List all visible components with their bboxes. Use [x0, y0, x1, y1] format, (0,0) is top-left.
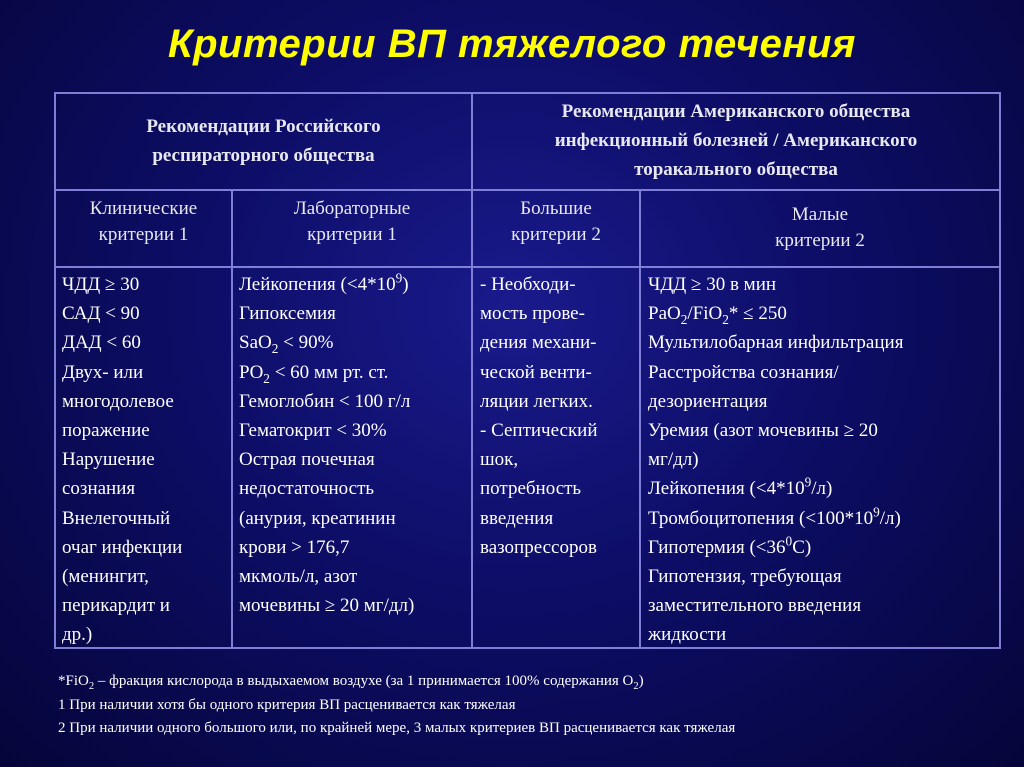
list-item: многодолевое — [62, 390, 174, 412]
list-item: поражение — [62, 420, 150, 442]
header-american-line: Рекомендации Американского общества — [561, 101, 911, 122]
subheader-minor — [640, 202, 1000, 254]
list-item: крови > 176,7 — [239, 536, 350, 558]
list-item: Гипоксемия — [239, 303, 336, 325]
list-item: Лейкопения $(<4*10^9)$ — [239, 270, 409, 295]
list-item: жидкости — [648, 624, 727, 646]
slide-title: Критерии ВП тяжелого течения — [168, 22, 856, 66]
list-item: ляции легких. — [480, 390, 593, 412]
list-item: - Септический — [480, 420, 598, 442]
list-item: САД < 90 — [62, 303, 140, 325]
list-item: $PO_2 < 60$ мм рт. ст. — [239, 361, 389, 386]
header-american — [472, 97, 1000, 184]
list-item: Внелегочный — [62, 507, 171, 529]
list-item: Острая почечная — [239, 449, 375, 471]
laboratory-criteria-list — [239, 270, 471, 620]
list-item: недостаточность — [239, 478, 375, 500]
subheader-major-line: Большие — [520, 198, 592, 219]
list-item: Нарушение — [62, 449, 155, 471]
list-item: вазопрессоров — [480, 536, 597, 558]
list-item: шок, — [480, 449, 519, 471]
list-item: заместительного введения — [648, 595, 862, 617]
subheader-laboratory-line: Лабораторные — [293, 198, 411, 219]
footnote-1: 1 При наличии хотя бы одного критерия ВП расценивается как тяжелая — [58, 697, 516, 713]
clinical-criteria-list — [62, 270, 230, 650]
list-item: (анурия, креатинин — [239, 507, 396, 529]
list-item: сознания — [62, 478, 136, 500]
header-american-line: торакального общества — [634, 159, 838, 180]
list-item: ЧДД ≥ 30 — [62, 274, 140, 295]
header-russian-line: респираторного общества — [152, 145, 375, 166]
subheader-major — [472, 196, 640, 248]
list-item: введения — [480, 507, 554, 529]
list-item: др.) — [62, 624, 93, 646]
list-item: (менингит, — [62, 566, 149, 588]
list-item: Двух- или — [62, 361, 144, 383]
subheader-laboratory-line: критерии 1 — [307, 224, 397, 245]
list-item: Расстройства сознания/ — [648, 361, 839, 383]
subheader-laboratory — [232, 196, 472, 248]
subheader-minor-line: критерии 2 — [775, 230, 865, 251]
list-item: Гипотензия, требующая — [648, 566, 842, 588]
list-item: дения механи- — [480, 332, 597, 354]
list-item: дезориентация — [648, 390, 768, 412]
list-item: Гематокрит < 30% — [239, 420, 387, 442]
list-item: Гемоглобин < 100 г/л — [239, 390, 411, 412]
list-item: мкмоль/л, азот — [239, 566, 358, 588]
list-item: ческой венти- — [480, 361, 592, 383]
list-item: мг/дл) — [648, 449, 699, 471]
list-item: мочевины ≥ 20 мг/дл) — [239, 595, 415, 617]
header-russian — [55, 112, 472, 170]
footnote-fio2: *FiO$_2$ – фракция кислорода в выдыхаемом воздухе (за 1 принимается 100% содержания $O_2$) — [58, 673, 644, 692]
list-item: Гипотермия $(<36^0C)$ — [648, 533, 812, 558]
list-item: PaO$_2$/FiO$_2$* ≤ 250 — [648, 303, 787, 327]
footnote-2: 2 При наличии одного большого или, по крайней мере, 3 малых критериев ВП расценивается как тяжелая — [58, 720, 736, 736]
list-item: ЧДД ≥ 30 в мин — [648, 274, 777, 295]
subheader-clinical-line: Клинические — [89, 198, 198, 219]
list-item: потребность — [480, 478, 582, 500]
major-criteria-list — [480, 270, 638, 562]
header-american-line: инфекционный болезней / Американского — [554, 130, 918, 151]
list-item: перикардит и — [62, 595, 170, 617]
subheader-clinical-line: критерии 1 — [98, 224, 189, 245]
list-item: ДАД < 60 — [62, 332, 141, 354]
list-item: очаг инфекции — [62, 536, 183, 558]
list-item: Тромбоцитопения $(<100*10^9/л)$ — [648, 504, 901, 529]
list-item: SaO$_2$ < 90% — [239, 332, 334, 357]
list-item: Мультилобарная инфильтрация — [648, 332, 904, 354]
list-item: Уремия (азот мочевины ≥ 20 — [648, 420, 878, 442]
subheader-major-line: критерии 2 — [511, 224, 601, 245]
header-russian-line: Рекомендации Российского — [146, 116, 381, 137]
list-item: Лейкопения $(<4*10^9/л)$ — [648, 475, 833, 500]
minor-criteria-list — [648, 270, 998, 650]
list-item: - Необходи- — [480, 274, 576, 295]
list-item: мость прове- — [480, 303, 585, 325]
subheader-clinical — [55, 196, 232, 248]
subheader-minor-line: Малые — [791, 204, 849, 225]
